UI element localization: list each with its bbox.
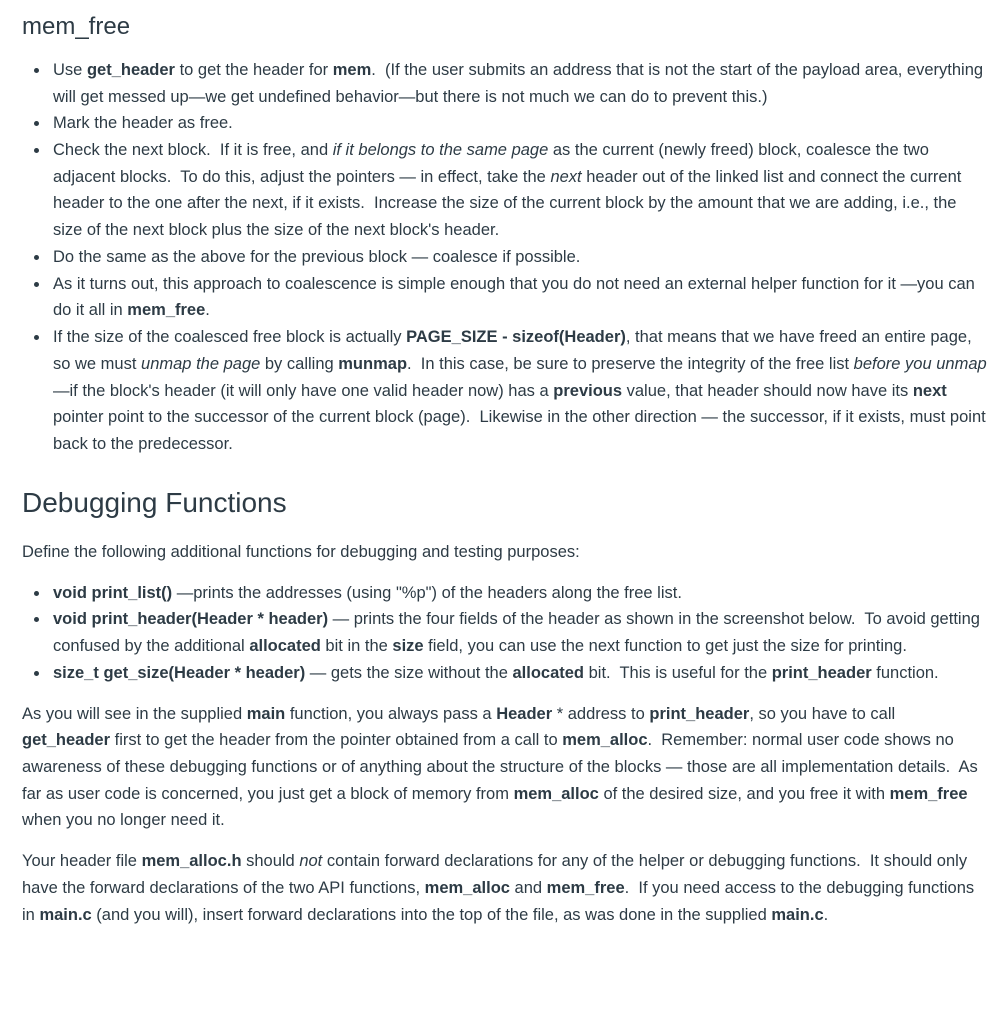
text-run: function. — [871, 663, 939, 682]
text-run: — gets the size without the — [305, 663, 513, 682]
text-run: —prints the addresses (using "%p") of the headers along the free list. — [172, 583, 682, 602]
page-title — [22, 8, 987, 47]
text-run: As it turns out, this approach to coalescence is simple enough that you do not need an external helper function for it —you can do it all in — [53, 274, 975, 320]
text-run: to get the header for — [174, 60, 333, 79]
section-heading — [22, 480, 987, 525]
bold-text: mem — [332, 60, 372, 79]
bold-text: allocated — [249, 637, 321, 656]
bold-text: mem_free — [546, 878, 625, 897]
paragraph-main-usage — [22, 701, 987, 835]
text-run: contain forward declarations for any of the helper or debugging functions. It should only have the forward declarations of the two API functions, — [22, 852, 968, 897]
text-run: . In this case, be sure to preserve the integrity of the free list — [407, 354, 854, 373]
list-item — [50, 110, 987, 137]
text-run: when you no longer need it. — [22, 811, 225, 830]
text-run: Check the next block. If it is free, and — [53, 141, 333, 160]
italic-text: unmap the page — [141, 354, 261, 373]
text-run: . — [205, 301, 210, 320]
text-run: . If you need access to the debugging functions in — [22, 878, 975, 924]
bold-text: mem_alloc.h — [141, 852, 242, 871]
text-run: function, you always pass a — [285, 704, 497, 723]
bold-text: main — [246, 704, 286, 723]
text-run: of the desired size, and you free it with — [598, 784, 890, 803]
italic-text: not — [299, 852, 323, 871]
text-run: first to get the header from the pointer obtained from a call to — [110, 731, 563, 750]
list-item — [50, 660, 987, 687]
bold-text: mem_alloc — [562, 731, 648, 750]
text-run: and — [509, 878, 547, 897]
italic-text: next — [550, 167, 582, 186]
text-run: field, you can use the next function to get just the size for printing. — [423, 637, 907, 656]
bold-text: main.c — [39, 905, 92, 924]
list-item — [50, 137, 987, 244]
text-run: should — [241, 852, 300, 871]
bold-text: size_t get_size(Header * header) — [53, 663, 306, 682]
mem-free-list — [22, 57, 987, 458]
text-run: Define the following additional functions for debugging and testing purposes: — [22, 543, 580, 562]
text-run: Debugging Functions — [22, 486, 287, 518]
text-run: (and you will), insert forward declarations into the top of the file, as was done in the supplied — [91, 905, 772, 924]
bold-text: print_header — [649, 704, 750, 723]
list-item — [50, 324, 987, 458]
text-run: value, that header should now have its — [622, 381, 913, 400]
list-item — [50, 271, 987, 324]
text-run: Do the same as the above for the previous block — coalesce if possible. — [53, 247, 581, 266]
bold-text: next — [912, 381, 947, 400]
bold-text: mem_alloc — [513, 784, 599, 803]
bold-text: allocated — [512, 663, 585, 682]
bold-text: get_header — [86, 60, 175, 79]
text-run: Use — [53, 60, 87, 79]
text-run: . (If the user submits an address that is not the start of the payload area, everything will get messed up—we get undefined behavior—but there is not much we can do to prevent this.) — [53, 60, 984, 106]
text-run: pointer point to the successor of the current block (page). Likewise in the other direction — the successor, if it exists, must point back to the predecessor. — [53, 408, 986, 453]
intro-paragraph — [22, 539, 987, 566]
bold-text: Header — [496, 704, 553, 723]
text-run: header out of the linked list and connect the current header to the one after the next, if it exists. Increase the size of the current block by the amount that we are adding, i.e., the size of the next block plus the size of the next block's header. — [53, 167, 962, 240]
debug-functions-list — [22, 580, 987, 687]
bold-text: PAGE_SIZE - sizeof(Header) — [406, 328, 626, 347]
text-run: as the current (newly freed) block, coalesce the two adjacent blocks. To do this, adjust the pointers — in effect, take the — [53, 141, 929, 186]
text-run: If the size of the coalesced free block is actually — [53, 328, 407, 347]
text-run: bit. This is useful for the — [584, 663, 772, 682]
list-item — [50, 606, 987, 659]
text-run: —if the block's header (it will only have one valid header now) has a — [53, 381, 554, 400]
text-run: , that means that we have freed an entire page, so we must — [53, 328, 972, 373]
text-run: bit in the — [320, 637, 393, 656]
bold-text: previous — [553, 381, 623, 400]
italic-text: before you unmap — [853, 354, 987, 373]
text-run: Mark the header as free. — [53, 114, 233, 133]
bold-text: mem_free — [127, 301, 206, 320]
bold-text: main.c — [771, 905, 824, 924]
bold-text: mem_free — [889, 784, 968, 803]
bold-text: void print_list() — [53, 583, 173, 602]
bold-text: munmap — [338, 354, 408, 373]
text-run: — prints the four fields of the header as shown in the screenshot below. To avoid getting confused by the additional — [53, 610, 980, 656]
text-run: . — [823, 905, 829, 924]
text-run: mem_free — [22, 13, 131, 40]
list-item — [50, 244, 987, 271]
text-run: by calling — [260, 354, 339, 373]
bold-text: print_header — [771, 663, 872, 682]
paragraph-header-file — [22, 848, 987, 928]
text-run: As you will see in the supplied — [22, 704, 247, 723]
text-run: * address to — [552, 704, 650, 723]
text-run: Your header file — [22, 852, 142, 871]
bold-text: get_header — [22, 731, 111, 750]
bold-text: mem_alloc — [424, 878, 510, 897]
italic-text: if it belongs to the same page — [332, 141, 549, 160]
list-item — [50, 580, 987, 607]
text-run: , so you have to call — [749, 704, 896, 723]
bold-text: size — [392, 637, 424, 656]
bold-text: void print_header(Header * header) — [53, 610, 329, 629]
text-run: . Remember: normal user code shows no awareness of these debugging functions or of anything about the structure of the blocks — those are all implementation details. As far as user code is concerned, you just get a block of memory from — [22, 731, 978, 803]
list-item — [50, 57, 987, 110]
